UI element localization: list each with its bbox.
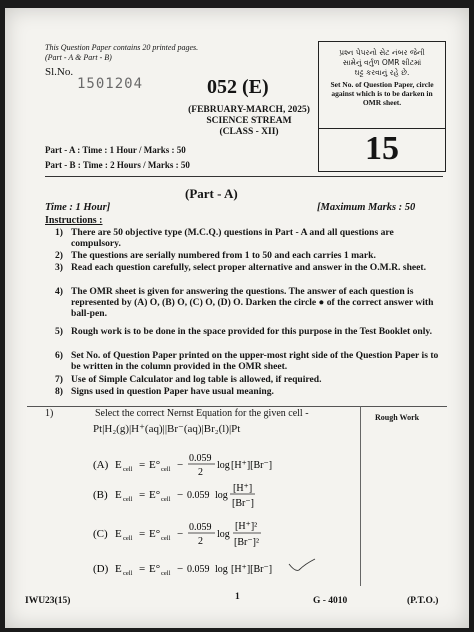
coef-numerator: 0.059 xyxy=(189,522,212,533)
instruction-text: The OMR sheet is given for answering the questions. The answer of each question is represented by (A) O, (B) O, (C) O, (D) O. Darken the circle ● of the correct answer with ball-pen. xyxy=(71,286,434,319)
instructions-title: Instructions : xyxy=(45,215,103,226)
instruction-text: Use of Simple Calculator and log table is allowed, if required. xyxy=(71,374,322,385)
log-symbol: log xyxy=(215,490,228,501)
page-count-note xyxy=(45,43,198,63)
minus-sign: − xyxy=(177,528,184,540)
equals-sign: = xyxy=(139,528,146,540)
minus-sign: − xyxy=(177,563,184,575)
log-argument: [H⁺][Br⁻] xyxy=(231,564,273,575)
cell-subscript: cell xyxy=(161,496,171,503)
option-d-equation xyxy=(93,554,293,584)
option-b xyxy=(93,478,293,515)
log-denominator: [Br⁻]² xyxy=(234,537,259,548)
e-cell-symbol: E xyxy=(115,563,122,575)
part-title: (Part - A) xyxy=(185,186,238,201)
option-label: (C) xyxy=(93,528,108,540)
log-denominator: [Br⁻] xyxy=(232,498,254,509)
gujarati-line: ઘટ્ટ કરવાનું રહે છે. xyxy=(354,68,410,77)
set-number: 15 xyxy=(318,127,446,172)
instruction-item xyxy=(35,227,447,251)
minus-sign: − xyxy=(177,459,184,471)
parts-line: (Part - A & Part - B) xyxy=(45,53,112,62)
serial-number-label: Sl.No. xyxy=(45,66,74,78)
footer-code-left: IWU23(15) xyxy=(25,596,71,606)
footer-code-right: G - 4010 xyxy=(313,596,348,606)
exam-session-block xyxy=(185,105,313,138)
gujarati-line: સામેનું વર્તુળ OMR શીટમાં xyxy=(342,58,422,67)
instruction-number: 2) xyxy=(55,250,63,261)
coefficient: 0.059 xyxy=(187,564,210,575)
e-standard: E° xyxy=(149,489,161,501)
cell-subscript: cell xyxy=(123,570,133,577)
log-symbol: log xyxy=(217,460,230,471)
serial-number-value: 1501204 xyxy=(77,76,144,92)
cell-subscript: cell xyxy=(123,466,133,473)
question-text: Select the correct Nernst Equation for the given cell - xyxy=(95,408,309,419)
cell-subscript: cell xyxy=(161,535,171,542)
log-symbol: log xyxy=(215,564,228,575)
cell-subscript: cell xyxy=(161,466,171,473)
instruction-number: 3) xyxy=(55,262,63,273)
coef-denominator: 2 xyxy=(198,467,203,478)
log-numerator: [H⁺]² xyxy=(235,521,258,532)
cell-subscript: cell xyxy=(123,496,133,503)
log-symbol: log xyxy=(217,529,230,540)
page-number: 1 xyxy=(235,592,240,602)
e-cell-symbol: E xyxy=(115,528,122,540)
option-a-equation xyxy=(93,448,293,482)
instruction-text: Rough work is to be done in the space provided for this purpose in the Test Booklet only. xyxy=(71,326,433,337)
coefficient: 0.059 xyxy=(187,490,210,501)
coef-numerator: 0.059 xyxy=(189,453,212,464)
e-standard: E° xyxy=(149,563,161,575)
class-name: (CLASS - XII) xyxy=(219,127,279,137)
equals-sign: = xyxy=(139,459,146,471)
coef-denominator: 2 xyxy=(198,536,203,547)
header-divider xyxy=(45,176,443,177)
instruction-item xyxy=(35,326,447,350)
instruction-item xyxy=(35,386,447,398)
instruction-number: 1) xyxy=(55,227,63,238)
log-argument: [H⁺][Br⁻] xyxy=(231,460,273,471)
time-limit: Time : 1 Hour] xyxy=(45,202,111,213)
option-c-equation xyxy=(93,516,293,552)
rough-work-label: Rough Work xyxy=(375,413,420,422)
tick-mark-icon xyxy=(287,556,317,574)
question-number: 1) xyxy=(45,408,54,419)
e-standard: E° xyxy=(149,528,161,540)
instruction-number: 5) xyxy=(55,326,63,337)
equals-sign: = xyxy=(139,563,146,575)
part-b-info: Part - B : Time : 2 Hours / Marks : 50 xyxy=(45,160,190,170)
instruction-text: Read each question carefully, select proper alternative and answer in the O.M.R. sheet. xyxy=(71,262,427,273)
stream-name: SCIENCE STREAM xyxy=(206,116,292,126)
instruction-item xyxy=(35,286,447,322)
please-turn-over: (P.T.O.) xyxy=(407,596,439,606)
rough-work-column xyxy=(360,406,361,586)
instruction-text: The questions are serially numbered from 1 to 50 and each carries 1 mark. xyxy=(71,250,376,261)
option-b-equation xyxy=(93,478,293,512)
equals-sign: = xyxy=(139,489,146,501)
instruction-item xyxy=(35,250,447,262)
e-cell-symbol: E xyxy=(115,489,122,501)
option-label: (B) xyxy=(93,489,108,501)
question-divider xyxy=(27,406,447,407)
instruction-number: 7) xyxy=(55,374,63,385)
omr-set-box xyxy=(318,41,446,129)
gujarati-line: પ્રશ્ન પેપરનો સેટ નંબર જેની xyxy=(339,48,425,57)
question-paper-page xyxy=(5,8,469,628)
cell-subscript: cell xyxy=(161,570,171,577)
exam-session: (FEBRUARY-MARCH, 2025) xyxy=(188,105,310,115)
option-c xyxy=(93,516,293,555)
instruction-text: There are 50 objective type (M.C.Q.) questions in Part - A and all questions are compulsory. xyxy=(71,227,394,249)
paper-code: 052 (E) xyxy=(207,76,269,98)
instruction-text: Signs used in question Paper have usual meaning. xyxy=(71,386,274,397)
instruction-number: 4) xyxy=(55,286,63,297)
option-label: (D) xyxy=(93,563,109,575)
e-cell-symbol: E xyxy=(115,459,122,471)
minus-sign: − xyxy=(177,489,184,501)
instruction-item xyxy=(35,374,447,386)
instruction-number: 6) xyxy=(55,350,63,361)
part-a-info: Part - A : Time : 1 Hour / Marks : 50 xyxy=(45,145,186,155)
option-d xyxy=(93,554,293,587)
instruction-item xyxy=(35,350,447,374)
option-label: (A) xyxy=(93,459,109,471)
page-count-line: This Question Paper contains 20 printed pages. xyxy=(45,43,199,52)
omr-english-note: Set No. of Question Paper, circle against which is to be darken in OMR sheet. xyxy=(330,80,434,107)
log-numerator: [H⁺] xyxy=(233,483,253,494)
instruction-number: 8) xyxy=(55,386,63,397)
instruction-item xyxy=(35,262,447,286)
cell-notation: Pt|H₂(g)|H⁺(aq)||Br⁻(aq)|Br₂(l)|Pt xyxy=(93,423,241,435)
omr-gujarati-note xyxy=(319,42,445,78)
cell-subscript: cell xyxy=(123,535,133,542)
instruction-text: Set No. of Question Paper printed on the upper-most right side of the Question Paper is to be written in the column provided in the OMR sheet. xyxy=(71,350,439,372)
e-standard: E° xyxy=(149,459,161,471)
max-marks: [Maximum Marks : 50 xyxy=(317,202,416,213)
